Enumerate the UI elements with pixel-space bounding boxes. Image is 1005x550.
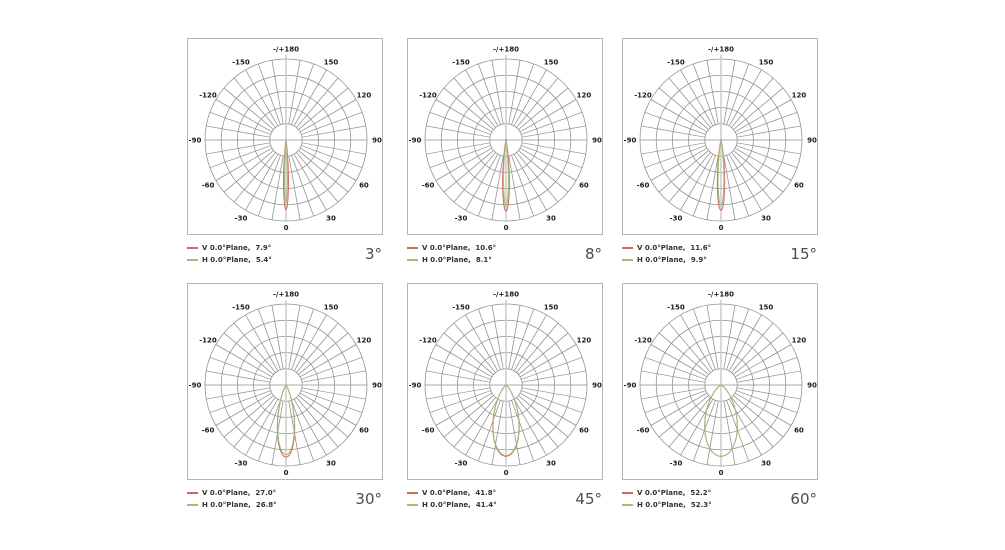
angle-tick-label: -/+180 (708, 290, 734, 299)
v-plane-value: 52.2° (690, 489, 712, 497)
angle-tick-label: 0 (503, 223, 509, 232)
polar-chart-cell-4 (187, 283, 383, 509)
beam-angle-label: 15° (790, 245, 817, 263)
polar-chart-frame (407, 283, 603, 480)
angle-tick-label: 120 (791, 91, 807, 100)
polar-spoke (693, 155, 715, 216)
polar-spoke (521, 146, 582, 168)
angle-tick-label: -90 (408, 381, 422, 390)
h-plane-swatch (622, 504, 633, 506)
h-plane-label: H 0.0°Plane, (637, 501, 686, 509)
polar-grid-svg (188, 284, 382, 479)
polar-spoke (512, 309, 534, 370)
polar-grid-svg (623, 284, 817, 479)
h-plane-value: 5.4° (255, 256, 272, 264)
angle-tick-label: -30 (454, 214, 468, 223)
polar-spoke (210, 146, 271, 168)
polar-spoke (521, 391, 582, 413)
angle-tick-label: -150 (452, 303, 470, 312)
polar-spoke (272, 60, 283, 124)
polar-spoke (724, 60, 735, 124)
polar-chart-cell-6 (622, 283, 818, 509)
legend-row-h (407, 499, 497, 511)
polar-spoke (430, 112, 491, 134)
angle-tick-label: -150 (232, 58, 250, 67)
polar-spoke (426, 371, 490, 382)
h-plane-swatch (407, 504, 418, 506)
angle-tick-label: 120 (576, 91, 592, 100)
angle-tick-label: 150 (543, 58, 559, 67)
angle-tick-label: -120 (199, 91, 217, 100)
polar-spoke (522, 143, 586, 154)
angle-tick-label: 120 (356, 336, 372, 345)
h-plane-swatch (407, 259, 418, 261)
angle-tick-label: -60 (201, 426, 215, 435)
angle-tick-label: -60 (421, 181, 435, 190)
legend-row-v (407, 242, 496, 254)
angle-tick-label: -60 (636, 181, 650, 190)
polar-spoke (522, 126, 586, 137)
angle-tick-label: 30 (761, 214, 771, 223)
legend-row-h (622, 499, 712, 511)
polar-spoke (210, 391, 271, 413)
legend-row-h (187, 499, 277, 511)
polar-spoke (645, 357, 706, 379)
polar-spoke (292, 155, 314, 216)
polar-spoke (645, 391, 706, 413)
polar-spoke (641, 126, 705, 137)
angle-tick-label: 90 (372, 136, 382, 145)
angle-tick-label: -/+180 (493, 290, 519, 299)
angle-tick-label: 30 (546, 459, 556, 468)
polar-spoke (426, 143, 490, 154)
h-plane-value: 8.1° (475, 256, 492, 264)
angle-tick-label: -120 (634, 91, 652, 100)
polar-spoke (302, 388, 366, 399)
polar-spoke (512, 64, 534, 125)
legend-row-h (187, 254, 272, 266)
angle-tick-label: 0 (503, 468, 509, 477)
h-plane-label: H 0.0°Plane, (202, 501, 251, 509)
v-plane-value: 11.6° (690, 244, 712, 252)
legend (407, 242, 496, 266)
polar-spoke (645, 112, 706, 134)
beam-angle-label: 60° (790, 490, 817, 508)
polar-spoke (289, 60, 300, 124)
polar-spoke (289, 305, 300, 369)
polar-spoke (478, 155, 500, 216)
angle-tick-label: -90 (623, 381, 637, 390)
beam-angle-label: 30° (355, 490, 382, 508)
polar-spoke (492, 156, 503, 220)
angle-tick-label: -60 (421, 426, 435, 435)
polar-spoke (301, 146, 362, 168)
polar-chart-cell-2 (407, 38, 603, 264)
chart-caption-area (622, 237, 818, 271)
polar-spoke (272, 305, 283, 369)
legend-row-h (407, 254, 496, 266)
polar-spoke (736, 357, 797, 379)
polar-chart-frame (622, 38, 818, 235)
polar-spoke (509, 156, 520, 220)
polar-chart-frame (187, 283, 383, 480)
polar-spoke (521, 357, 582, 379)
polar-spoke (289, 156, 300, 220)
v-plane-swatch (407, 247, 418, 249)
v-plane-label: V 0.0°Plane, (202, 489, 251, 497)
polar-spoke (210, 112, 271, 134)
polar-spoke (727, 155, 749, 216)
polar-spoke (258, 64, 280, 125)
angle-tick-label: 60 (359, 426, 369, 435)
polar-spoke (509, 305, 520, 369)
polar-chart-cell-5 (407, 283, 603, 509)
v-plane-swatch (187, 492, 198, 494)
angle-tick-label: 120 (576, 336, 592, 345)
polar-spoke (292, 64, 314, 125)
polar-chart-cell-1 (187, 38, 383, 264)
chart-caption-area (187, 482, 383, 516)
polar-chart-cell-3 (622, 38, 818, 264)
polar-spoke (302, 126, 366, 137)
legend-row-v (187, 242, 272, 254)
polar-spoke (492, 305, 503, 369)
h-plane-label: H 0.0°Plane, (202, 256, 251, 264)
angle-tick-label: -150 (667, 58, 685, 67)
legend-row-v (622, 487, 712, 499)
beam-angle-label: 45° (575, 490, 602, 508)
v-plane-value: 27.0° (255, 489, 277, 497)
v-plane-label: V 0.0°Plane, (637, 489, 686, 497)
angle-tick-label: -90 (408, 136, 422, 145)
h-plane-swatch (622, 259, 633, 261)
angle-tick-label: -60 (201, 181, 215, 190)
v-plane-value: 7.9° (255, 244, 272, 252)
polar-spoke (737, 126, 801, 137)
polar-spoke (724, 305, 735, 369)
polar-spoke (737, 143, 801, 154)
h-plane-label: H 0.0°Plane, (422, 256, 471, 264)
angle-tick-label: 150 (323, 303, 339, 312)
polar-spoke (478, 309, 500, 370)
polar-spoke (736, 112, 797, 134)
v-plane-value: 10.6° (475, 244, 497, 252)
v-plane-swatch (622, 492, 633, 494)
polar-spoke (478, 64, 500, 125)
angle-tick-label: -/+180 (493, 45, 519, 54)
polar-chart-frame (407, 38, 603, 235)
beam-angle-label: 3° (364, 245, 382, 263)
angle-tick-label: 90 (807, 381, 817, 390)
polar-spoke (426, 126, 490, 137)
polar-spoke (727, 309, 749, 370)
angle-tick-label: 150 (323, 58, 339, 67)
angle-tick-label: -60 (636, 426, 650, 435)
angle-tick-label: 60 (579, 426, 589, 435)
angle-tick-label: -/+180 (708, 45, 734, 54)
h-plane-swatch (187, 259, 198, 261)
polar-spoke (426, 388, 490, 399)
legend-row-h (622, 254, 711, 266)
angle-tick-label: 90 (592, 136, 602, 145)
angle-tick-label: -120 (419, 91, 437, 100)
h-plane-value: 9.9° (690, 256, 707, 264)
angle-tick-label: 90 (592, 381, 602, 390)
polar-spoke (707, 156, 718, 220)
angle-tick-label: 60 (579, 181, 589, 190)
angle-tick-label: 90 (807, 136, 817, 145)
beam-angle-label: 8° (584, 245, 602, 263)
chart-caption-area (407, 237, 603, 271)
polar-spoke (292, 309, 314, 370)
angle-tick-label: -30 (234, 459, 248, 468)
v-plane-swatch (622, 247, 633, 249)
angle-tick-label: -30 (669, 459, 683, 468)
polar-spoke (430, 391, 491, 413)
polar-spoke (737, 371, 801, 382)
polar-spoke (727, 64, 749, 125)
legend (407, 487, 497, 511)
v-plane-swatch (407, 492, 418, 494)
polar-spoke (707, 60, 718, 124)
polar-spoke (641, 371, 705, 382)
polar-grid-svg (623, 39, 817, 234)
h-plane-value: 26.8° (255, 501, 277, 509)
polar-spoke (430, 146, 491, 168)
polar-spoke (478, 400, 500, 461)
angle-tick-label: 60 (359, 181, 369, 190)
polar-spoke (206, 388, 270, 399)
angle-tick-label: 30 (761, 459, 771, 468)
legend-row-v (407, 487, 497, 499)
angle-tick-label: 0 (283, 223, 289, 232)
polar-chart-frame (622, 283, 818, 480)
polar-spoke (641, 143, 705, 154)
h-plane-label: H 0.0°Plane, (422, 501, 471, 509)
polar-spoke (522, 388, 586, 399)
polar-spoke (206, 143, 270, 154)
polar-spoke (512, 155, 534, 216)
polar-spoke (724, 156, 735, 220)
angle-tick-label: 150 (758, 58, 774, 67)
polar-spoke (693, 64, 715, 125)
h-plane-value: 52.3° (690, 501, 712, 509)
angle-tick-label: 120 (791, 336, 807, 345)
angle-tick-label: -/+180 (273, 290, 299, 299)
polar-spoke (736, 391, 797, 413)
polar-spoke (522, 371, 586, 382)
polar-grid-svg (408, 284, 602, 479)
angle-tick-label: -90 (623, 136, 637, 145)
legend (187, 487, 277, 511)
polar-spoke (301, 112, 362, 134)
v-plane-label: V 0.0°Plane, (637, 244, 686, 252)
angle-tick-label: -30 (234, 214, 248, 223)
polar-spoke (645, 146, 706, 168)
polar-spoke (302, 143, 366, 154)
angle-tick-label: -150 (232, 303, 250, 312)
angle-tick-label: -30 (669, 214, 683, 223)
legend-row-v (622, 242, 711, 254)
angle-tick-label: 120 (356, 91, 372, 100)
polar-spoke (512, 400, 534, 461)
polar-spoke (272, 156, 283, 220)
angle-tick-label: 60 (794, 181, 804, 190)
angle-tick-label: -/+180 (273, 45, 299, 54)
polar-spoke (693, 309, 715, 370)
polar-spoke (258, 309, 280, 370)
polar-spoke (302, 371, 366, 382)
angle-tick-label: 30 (546, 214, 556, 223)
polar-spoke (641, 388, 705, 399)
angle-tick-label: 30 (326, 214, 336, 223)
v-plane-value: 41.8° (475, 489, 497, 497)
polar-spoke (509, 60, 520, 124)
polar-chart-frame (187, 38, 383, 235)
polar-spoke (206, 126, 270, 137)
polar-spoke (206, 371, 270, 382)
v-plane-label: V 0.0°Plane, (422, 489, 471, 497)
h-plane-label: H 0.0°Plane, (637, 256, 686, 264)
polar-spoke (430, 357, 491, 379)
h-plane-swatch (187, 504, 198, 506)
v-plane-label: V 0.0°Plane, (422, 244, 471, 252)
v-plane-label: V 0.0°Plane, (202, 244, 251, 252)
polar-spoke (707, 305, 718, 369)
polar-spoke (737, 388, 801, 399)
angle-tick-label: -120 (199, 336, 217, 345)
angle-tick-label: -120 (419, 336, 437, 345)
legend-row-v (187, 487, 277, 499)
polar-spoke (258, 155, 280, 216)
angle-tick-label: 0 (283, 468, 289, 477)
angle-tick-label: -90 (188, 136, 202, 145)
chart-caption-area (622, 482, 818, 516)
polar-spoke (301, 357, 362, 379)
polar-spoke (521, 112, 582, 134)
legend (622, 242, 711, 266)
angle-tick-label: 150 (758, 303, 774, 312)
angle-tick-label: 0 (718, 223, 724, 232)
h-plane-value: 41.4° (475, 501, 497, 509)
angle-tick-label: -120 (634, 336, 652, 345)
angle-tick-label: -30 (454, 459, 468, 468)
angle-tick-label: -150 (667, 303, 685, 312)
angle-tick-label: 60 (794, 426, 804, 435)
polar-spoke (492, 60, 503, 124)
legend (187, 242, 272, 266)
angle-tick-label: 0 (718, 468, 724, 477)
polar-spoke (736, 146, 797, 168)
angle-tick-label: 90 (372, 381, 382, 390)
polar-spoke (301, 391, 362, 413)
polar-grid-svg (188, 39, 382, 234)
chart-caption-area (187, 237, 383, 271)
angle-tick-label: -150 (452, 58, 470, 67)
chart-caption-area (407, 482, 603, 516)
angle-tick-label: -90 (188, 381, 202, 390)
v-plane-swatch (187, 247, 198, 249)
polar-spoke (210, 357, 271, 379)
polar-grid-svg (408, 39, 602, 234)
angle-tick-label: 150 (543, 303, 559, 312)
legend (622, 487, 712, 511)
angle-tick-label: 30 (326, 459, 336, 468)
